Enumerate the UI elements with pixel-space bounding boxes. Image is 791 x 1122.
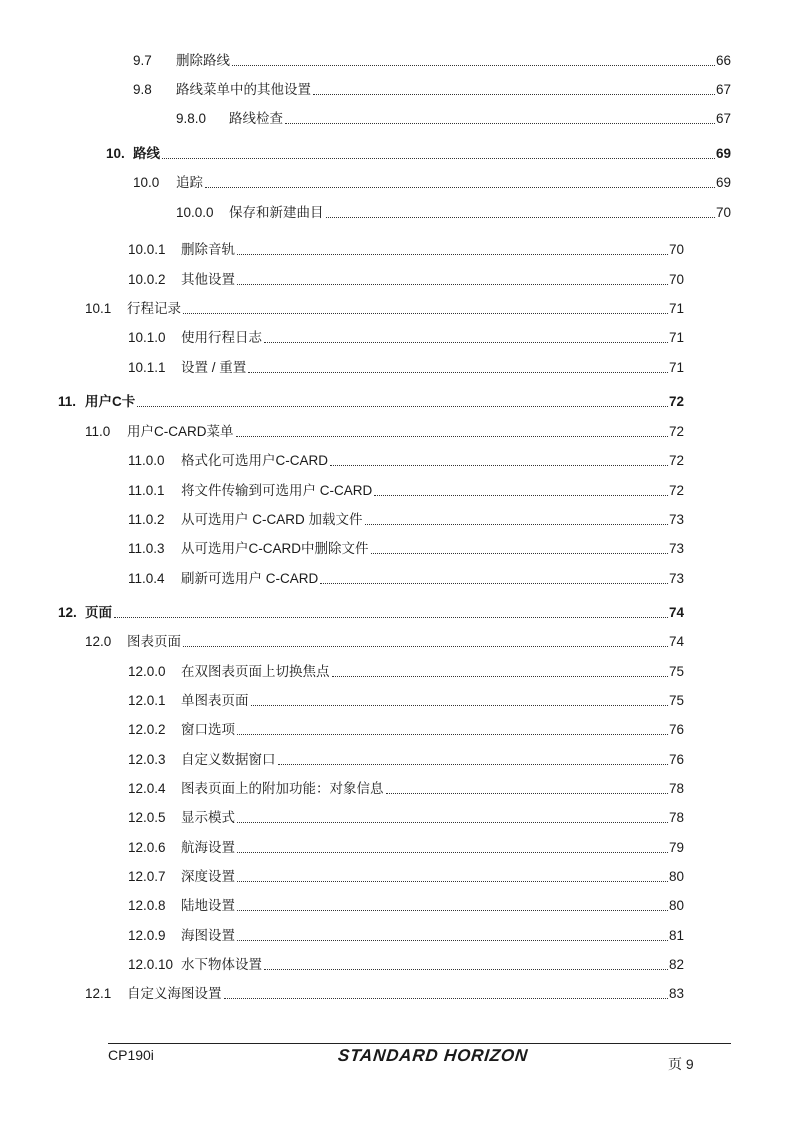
toc-page-number: 75 (668, 664, 684, 679)
brand-logo: STANDARD HORIZON (337, 1046, 530, 1065)
toc-number: 12.0.5 (128, 810, 166, 825)
leader-dots (137, 406, 668, 407)
toc-entry[interactable] (128, 691, 684, 709)
toc-number: 10.0.0 (176, 205, 214, 220)
leader-dots (264, 342, 668, 343)
toc-number: 12.0.8 (128, 898, 166, 913)
leader-dots (237, 852, 668, 853)
toc-title: 从可选用户 C-CARD 加载文件 (181, 512, 363, 527)
toc-title: 路线 (133, 146, 160, 161)
toc-number: 10.0.2 (128, 272, 166, 287)
toc-page-number: 66 (715, 53, 731, 68)
leader-dots (237, 284, 668, 285)
toc-entry[interactable] (128, 451, 684, 469)
toc-number: 12.0.9 (128, 928, 166, 943)
toc-page-number: 78 (668, 810, 684, 825)
toc-page-number: 79 (668, 840, 684, 855)
toc-title: 页面 (85, 605, 112, 620)
toc-entry[interactable] (128, 510, 684, 528)
toc-chapter[interactable] (58, 392, 684, 410)
toc-title: 自定义海图设置 (127, 986, 222, 1001)
toc-number: 12.0.6 (128, 840, 166, 855)
toc-page-number: 72 (668, 424, 684, 439)
toc-page-number: 67 (715, 82, 731, 97)
toc-number: 11.0.4 (128, 571, 165, 586)
toc-number: 10.1.0 (128, 330, 166, 345)
toc-page-number: 72 (668, 483, 684, 498)
leader-dots (371, 553, 668, 554)
toc-page-number: 70 (668, 272, 684, 287)
toc-number: 12. (58, 605, 77, 620)
toc-title: 用户C-CARD菜单 (127, 424, 234, 439)
toc-page-number: 82 (668, 957, 684, 972)
toc-title: 窗口选项 (181, 722, 235, 737)
toc-number: 11.0.1 (128, 483, 165, 498)
leader-dots (330, 465, 668, 466)
leader-dots (320, 583, 668, 584)
toc-title: 单图表页面 (181, 693, 249, 708)
toc-entry[interactable] (128, 720, 684, 738)
toc-page-number: 75 (668, 693, 684, 708)
toc-title: 显示模式 (181, 810, 235, 825)
toc-chapter[interactable] (58, 603, 684, 621)
toc-entry[interactable] (128, 328, 684, 346)
toc-title: 删除路线 (176, 53, 230, 68)
toc-number: 12.0.2 (128, 722, 166, 737)
toc-page-number: 70 (668, 242, 684, 257)
toc-number: 10.1.1 (128, 360, 166, 375)
toc-entry[interactable] (128, 867, 684, 885)
toc-page-number: 78 (668, 781, 684, 796)
leader-dots (232, 65, 715, 66)
toc-title: 将文件传输到可选用户 C-CARD (181, 483, 373, 498)
toc-number: 12.1 (85, 986, 112, 1001)
toc-entry[interactable] (128, 750, 684, 768)
toc-title: 用户C卡 (85, 394, 136, 409)
leader-dots (237, 881, 668, 882)
toc-number: 10.0 (133, 175, 160, 190)
toc-page-number: 73 (668, 571, 684, 586)
toc-entry[interactable] (128, 926, 684, 944)
toc-number: 11. (58, 394, 77, 409)
toc-title: 其他设置 (181, 272, 235, 287)
toc-number: 12.0.4 (128, 781, 166, 796)
toc-entry[interactable] (85, 299, 684, 317)
toc-number: 12.0.10 (128, 957, 174, 972)
toc-entry[interactable] (176, 203, 731, 221)
leader-dots (332, 676, 668, 677)
leader-dots (237, 734, 668, 735)
toc-page-number: 67 (715, 111, 731, 126)
toc-page-number: 81 (668, 928, 684, 943)
toc-page-number: 71 (668, 360, 684, 375)
leader-dots (224, 998, 668, 999)
footer-model: CP190i (108, 1047, 154, 1063)
toc-title: 自定义数据窗口 (181, 752, 276, 767)
toc-number: 10.0.1 (128, 242, 166, 257)
toc-entry[interactable] (128, 808, 684, 826)
toc-number: 11.0.3 (128, 541, 165, 556)
toc-number: 11.0.0 (128, 453, 165, 468)
toc-number: 9.7 (133, 53, 152, 68)
toc-page-number: 73 (668, 541, 684, 556)
leader-dots (264, 969, 668, 970)
toc-number: 12.0.1 (128, 693, 166, 708)
leader-dots (205, 187, 715, 188)
toc-title: 使用行程日志 (181, 330, 262, 345)
toc-number: 10.1 (85, 301, 112, 316)
footer-divider (108, 1043, 731, 1044)
leader-dots (278, 764, 668, 765)
toc-title: 从可选用户C-CARD中删除文件 (181, 541, 369, 556)
toc-title: 保存和新建曲目 (229, 205, 324, 220)
toc-entry[interactable] (128, 838, 684, 856)
leader-dots (237, 940, 668, 941)
toc-title: 图表页面 (127, 634, 181, 649)
toc-entry[interactable] (128, 358, 684, 376)
toc-page-number: 74 (668, 634, 684, 649)
toc-entry[interactable] (85, 984, 684, 1002)
toc-title: 深度设置 (181, 869, 235, 884)
toc-entry[interactable] (128, 481, 684, 499)
leader-dots (237, 910, 668, 911)
toc-entry[interactable] (128, 569, 684, 587)
leader-dots (251, 705, 668, 706)
toc-page-number: 80 (668, 869, 684, 884)
toc-title: 路线检查 (229, 111, 283, 126)
toc-title: 路线菜单中的其他设置 (176, 82, 311, 97)
toc-title: 行程记录 (127, 301, 181, 316)
leader-dots (114, 617, 668, 618)
leader-dots (326, 217, 715, 218)
toc-page-number: 71 (668, 301, 684, 316)
leader-dots (162, 158, 715, 159)
toc-number: 11.0.2 (128, 512, 165, 527)
toc-page-number: 74 (668, 605, 684, 620)
toc-entry[interactable] (128, 779, 684, 797)
toc-page-number: 80 (668, 898, 684, 913)
toc-page-number: 83 (668, 986, 684, 1001)
leader-dots (237, 822, 668, 823)
toc-number: 9.8 (133, 82, 152, 97)
toc-number: 11.0 (85, 424, 111, 439)
toc-entry[interactable] (133, 80, 731, 98)
footer-page-number: 页 9 (668, 1056, 694, 1072)
leader-dots (237, 254, 668, 255)
toc-page-number: 71 (668, 330, 684, 345)
toc-entry[interactable] (128, 539, 684, 557)
toc-page-number: 72 (668, 453, 684, 468)
leader-dots (183, 313, 668, 314)
toc-chapter[interactable] (106, 144, 731, 162)
toc-page-number: 70 (715, 205, 731, 220)
toc-page-number: 76 (668, 722, 684, 737)
leader-dots (248, 372, 668, 373)
toc-page-number: 69 (715, 146, 731, 161)
toc-entry[interactable] (133, 51, 731, 69)
toc-number: 9.8.0 (176, 111, 207, 126)
leader-dots (365, 524, 668, 525)
leader-dots (236, 436, 668, 437)
toc-title: 航海设置 (181, 840, 235, 855)
toc-title: 设置 / 重置 (181, 360, 247, 375)
toc-entry[interactable] (176, 109, 731, 127)
toc-page-number: 76 (668, 752, 684, 767)
toc-entry[interactable] (128, 270, 684, 288)
toc-number: 12.0.7 (128, 869, 166, 884)
toc-entry[interactable] (133, 173, 731, 191)
toc-title: 追踪 (176, 175, 203, 190)
leader-dots (374, 495, 668, 496)
toc-title: 陆地设置 (181, 898, 235, 913)
toc-entry[interactable] (85, 422, 684, 440)
toc-title: 格式化可选用户C-CARD (181, 453, 328, 468)
toc-number: 10. (106, 146, 125, 161)
toc-entry[interactable] (128, 955, 684, 973)
toc-page-number: 73 (668, 512, 684, 527)
toc-title: 删除音轨 (181, 242, 235, 257)
toc-title: 海图设置 (181, 928, 235, 943)
toc-title: 在双图表页面上切换焦点 (181, 664, 330, 679)
leader-dots (313, 94, 715, 95)
leader-dots (285, 123, 715, 124)
toc-page-number: 69 (715, 175, 731, 190)
toc-number: 12.0 (85, 634, 112, 649)
toc-page-number: 72 (668, 394, 684, 409)
toc-entry[interactable] (128, 240, 684, 258)
toc-entry[interactable] (85, 632, 684, 650)
toc-title: 图表页面上的附加功能：对象信息 (181, 781, 384, 796)
toc-entry[interactable] (128, 896, 684, 914)
toc-number: 12.0.3 (128, 752, 166, 767)
leader-dots (386, 793, 668, 794)
toc-entry[interactable] (128, 662, 684, 680)
toc-title: 水下物体设置 (181, 957, 262, 972)
toc-title: 刷新可选用户 C-CARD (181, 571, 319, 586)
leader-dots (183, 646, 668, 647)
toc-number: 12.0.0 (128, 664, 166, 679)
